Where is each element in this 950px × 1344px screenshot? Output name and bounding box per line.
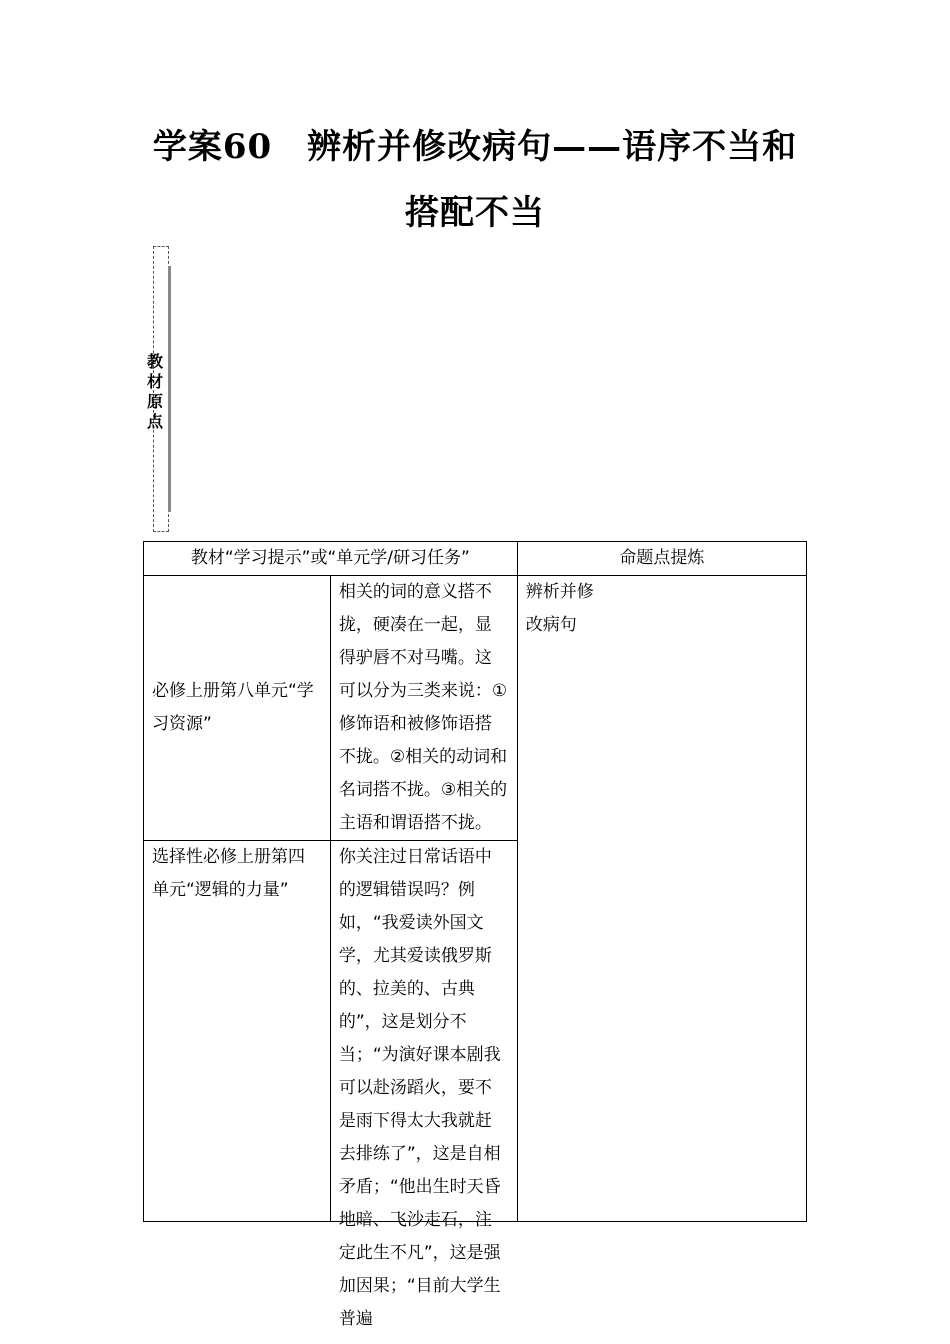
row-2-content: 你关注过日常话语中的逻辑错误吗？例如，“我爱读外国文学，尤其爱读俄罗斯的、拉美的、古典的”，这是划分不当；“为演好课本剧我可以赴汤蹈火，要不是雨下得太大我就赶去排练了”，这是自相矛盾；“他出生时天昏地暗、飞沙走石，注定此生不凡”，这是强加因果；“目前大学生普遍 xyxy=(338,847,501,1329)
row-1-content: 相关的词的意义搭不拢，硬凑在一起，显得驴唇不对马嘴。这可以分为三类来说：①修饰语和被修饰语搭不拢。②相关的动词和名词搭不拢。③相关的主语和谓语搭不拢。 xyxy=(330,576,517,841)
row-2-source: 选择性必修上册第四单元“逻辑的力量” xyxy=(144,841,331,1222)
proposition-point-cell xyxy=(517,576,806,1222)
table-row xyxy=(144,576,807,841)
row-2-content-cell xyxy=(330,841,517,1329)
header-proposition-points: 命题点提炼 xyxy=(517,542,806,576)
header-textbook-tasks: 教材“学习提示”或“单元学/研习任务” xyxy=(144,542,518,576)
side-label-bar xyxy=(168,266,171,512)
table-header-row xyxy=(144,542,807,576)
side-label: 教材原点 xyxy=(146,352,163,431)
page-title-line-2: 搭配不当 xyxy=(405,193,545,233)
row-1-source: 必修上册第八单元“学习资源” xyxy=(144,576,331,841)
proposition-point-line-2: 改病句 xyxy=(525,615,577,635)
textbook-table xyxy=(143,541,807,1329)
page-title-line-1: 学案60 辨析并修改病句——语序不当和 xyxy=(152,127,798,167)
proposition-point-line-1: 辨析并修 xyxy=(525,582,594,602)
